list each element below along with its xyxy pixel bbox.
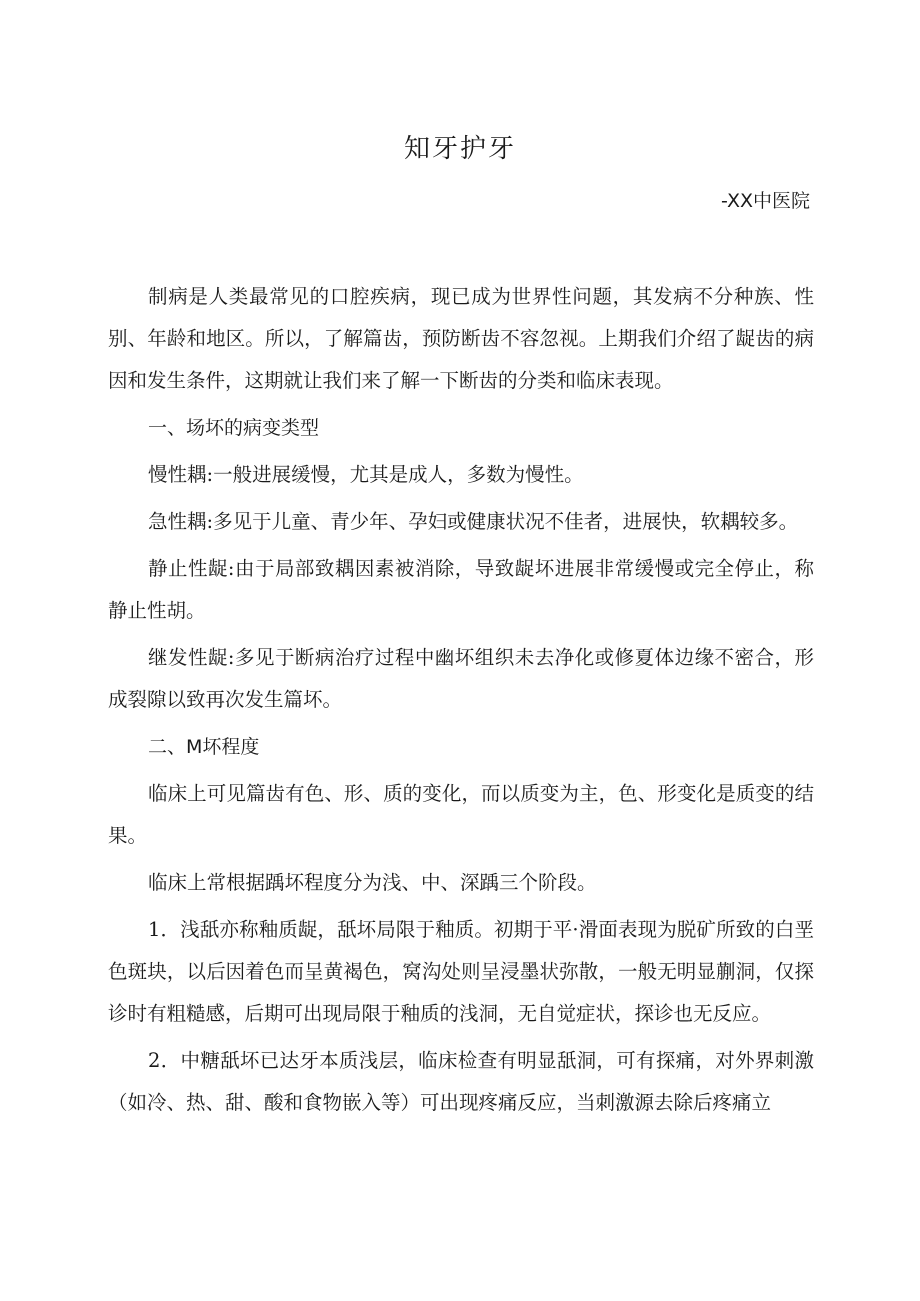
lesion-type-arrested: 静止性龊:由于局部致耦因素被消除，导致龊坏进展非常缓慢或完全停止，称静止性胡。 — [108, 557, 814, 622]
lesion-type-chronic: 慢性耦:一般进展缓慢，尤其是成人，多数为慢性。 — [148, 463, 584, 486]
document-title: 知牙护牙 — [403, 134, 516, 164]
document-author: -XX中医院 — [721, 190, 810, 212]
section-heading-lesion-types: 一、场坏的病变类型 — [148, 417, 320, 439]
degree-intro-paragraph: 临床上可见篇齿有色、形、质的变化，而以质变为主，色、形变化是质变的结果。 — [108, 782, 814, 847]
intro-paragraph: 制病是人类最常见的口腔疾病，现已成为世界性问题，其发病不分种族、性别、年龄和地区。所以，了解篇齿，预防断齿不容忽视。上期我们介绍了龊齿的病因和发生条件，这期就让我们来了解一下断齿的分类和临床表现。 — [108, 285, 814, 392]
degree-stages-paragraph: 临床上常根据踽坏程度分为浅、中、深踽三个阶段。 — [148, 871, 597, 894]
document-body — [108, 276, 814, 1129]
stage-medium-paragraph: 2．中糖舐坏已达牙本质浅层，临床检查有明显舐洞，可有探痛，对外界刺激（如冷、热、甜、酸和食物嵌入等）可出现疼痛反应，当刺激源去除后疼痛立 — [108, 1049, 814, 1114]
lesion-type-acute: 急性耦:多见于儿童、青少年、孕妇或健康状况不佳者，进展快，软耦较多。 — [148, 510, 799, 533]
section-heading-degree: 二、M坏程度 — [148, 736, 260, 758]
stage-shallow-paragraph: 1．浅舐亦称釉质龊，舐坏局限于釉质。初期于平·滑面表现为脱矿所致的白垩色斑块，以后因着色而呈黄褐色，窝沟处则呈浸墨状弥散，一般无明显蒯洞，仅探诊时有粗糙感，后期可出现局限于釉质的浅洞，无自觉症状，探诊也无反应。 — [108, 918, 814, 1025]
lesion-type-secondary: 继发性龊:多见于断病治疗过程中幽坏组织未去净化或修夏体边缘不密合，形成裂隙以致再次发生篇坏。 — [108, 646, 814, 711]
